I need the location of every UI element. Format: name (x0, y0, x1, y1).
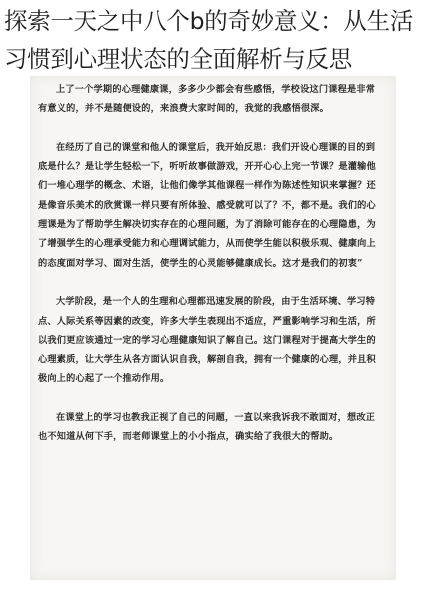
article-headline: 探索一天之中八个b的奇妙意义：从生活习惯到心理状态的全面解析与反思 (4, 7, 414, 73)
document-paragraph-2: 在经历了自己的课堂和他人的课堂后，我开始反思：我们开设心理课的目的到底是什么？是让学生轻松一下，听听故事做游戏，开开心心上完一节课？是灌输他们一堆心理学的概念、术语，让他们像学其他课程一样作为陈述性知识来掌握？还是像音乐美术的欣赏课一样只要有所体验、感受就可以了？不，都不是。我们的心理课是为了帮助学生解决切实存在的心理问题，为了消除可能存在的心理隐患，为了增强学生的心理承受能力和心理调试能力，从而使学生能以积极乐观、健康向上的态度面对学习、面对生活，使学生的心灵能够健康成长。这才是我们的初衷” (38, 141, 376, 269)
document-paragraph-1: 上了一个学期的心理健康课，多多少少都会有些感悟，学校设这门课程是非常有意义的，并不是随便设的，来浪费大家时间的，我觉的我感悟很深。 (38, 84, 376, 115)
document-paragraph-4: 在课堂上的学习也教我正视了自己的问题，一直以来我诉我不敢面对，想改正也不知道从何下手，而老师课堂上的小小指点，确实给了我很大的帮助。 (38, 412, 376, 443)
document-paragraph-3: 大学阶段，是一个人的生理和心理都迅速发展的阶段，由于生活环境、学习特点、人际关系等因素的改变，许多大学生表现出不适应，严重影响学习和生活，所以我们更应该通过一定的学习心理健康知识了解自己。这门课程对于提高大学生的心理素质，让大学生从各方面认识自我，解剖自我，拥有一个健康的心理，并且积极向上的心起了一个推动作用。 (38, 296, 376, 385)
document-text (38, 80, 378, 447)
